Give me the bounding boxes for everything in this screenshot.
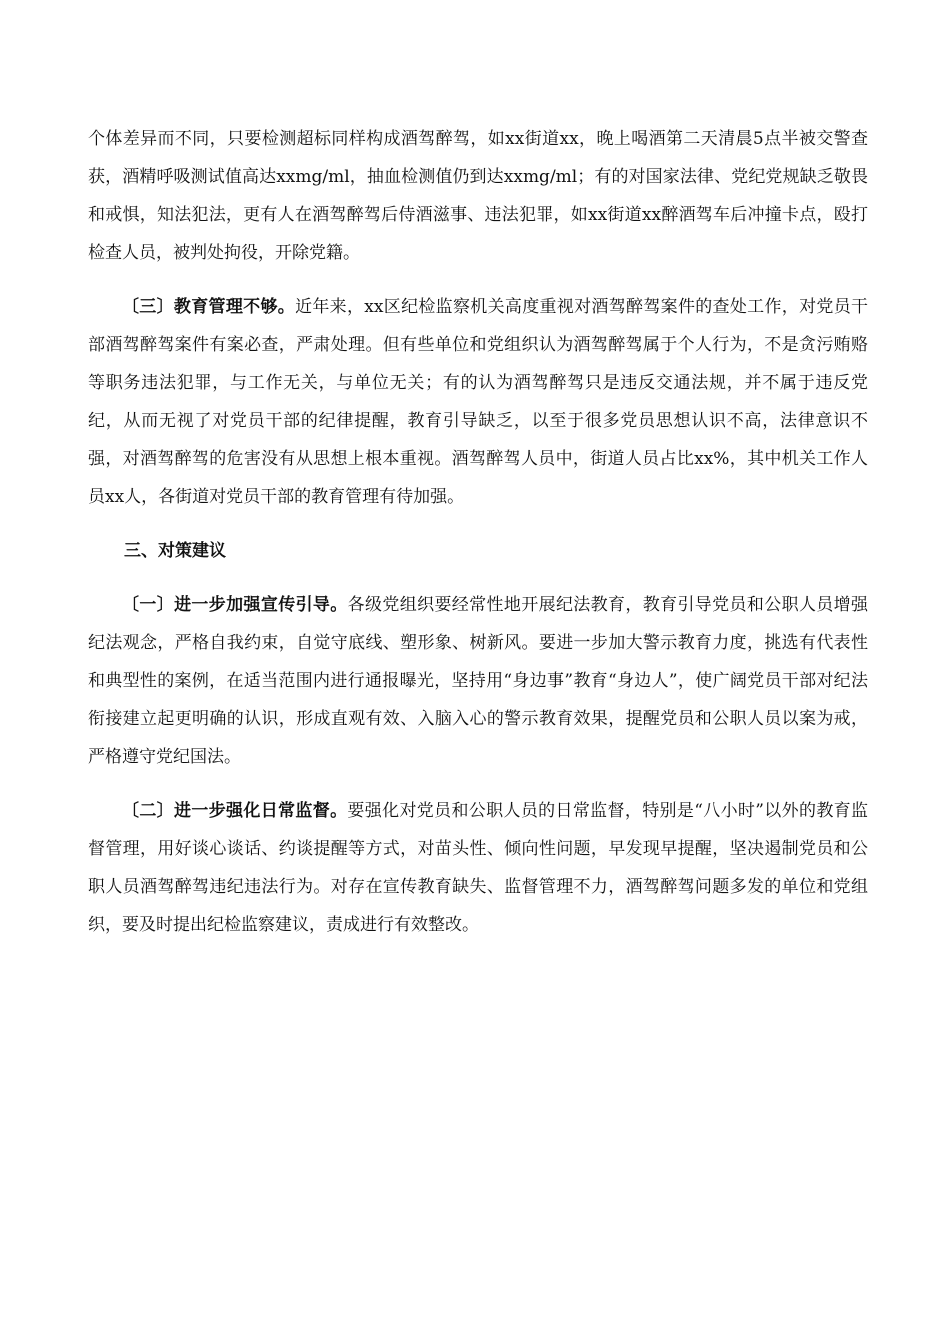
paragraph-text: 各级党组织要经常性地开展纪法教育，教育引导党员和公职人员增强纪法观念，严格自我约束，自觉守底线、塑形象、树新风。要进一步加大警示教育力度，挑选有代表性和典型性的案例，在适当范围内进行通报曝光，坚持用“身边事”教育“身边人”，使广阔党员干部对纪法衔接建立起更明确的认识，形成直观有效、入脑入心的警示教育效果，提醒党员和公职人员以案为戒，严格遵守党纪国法。	[88, 595, 869, 767]
paragraph-lead: 〔一〕进一步加强宣传引导。	[122, 595, 348, 615]
paragraph-lead: 〔二〕进一步强化日常监督。	[122, 801, 348, 821]
document-body	[88, 120, 868, 960]
paragraph-text: 个体差异而不同，只要检测超标同样构成酒驾醉驾，如xx街道xx，晚上喝酒第二天清晨5点半被交警查获，酒精呼吸测试值高达xxmg/ml，抽血检测值仍到达xxmg/ml；有的对国家法律、党纪党规缺乏敬畏和戒惧，知法犯法，更有人在酒驾醉驾后侍酒滋事、违法犯罪，如xx街道xx醉酒驾车后冲撞卡点，殴打检查人员，被判处拘役，开除党籍。	[88, 129, 868, 263]
paragraph-lead: 〔三〕教育管理不够。	[122, 297, 296, 317]
paragraph-daily-supervision	[88, 792, 868, 944]
section-heading: 三、对策建议	[124, 541, 226, 561]
paragraph-text: 近年来，xx区纪检监察机关高度重视对酒驾醉驾案件的查处工作，对党员干部酒驾醉驾案件有案必查，严肃处理。但有些单位和党组织认为酒驾醉驾属于个人行为，不是贪污贿赂等职务违法犯罪，与工作无关，与单位无关；有的认为酒驾醉驾只是违反交通法规，并不属于违反党纪，从而无视了对党员干部的纪律提醒，教育引导缺乏，以至于很多党员思想认识不高，法律意识不强，对酒驾醉驾的危害没有从思想上根本重视。酒驾醉驾人员中，街道人员占比xx%，其中机关工作人员xx人，各街道对党员干部的教育管理有待加强。	[88, 297, 868, 507]
paragraph-continued	[88, 120, 868, 272]
paragraph-publicity-guidance	[88, 586, 868, 776]
paragraph-text: 要强化对党员和公职人员的日常监督，特别是“八小时”以外的教育监督管理，用好谈心谈话、约谈提醒等方式，对苗头性、倾向性问题，早发现早提醒，坚决遏制党员和公职人员酒驾醉驾违纪违法行为。对存在宣传教育缺失、监督管理不力，酒驾醉驾问题多发的单位和党组织，要及时提出纪检监察建议，责成进行有效整改。	[88, 801, 868, 935]
paragraph-education-management	[88, 288, 868, 516]
